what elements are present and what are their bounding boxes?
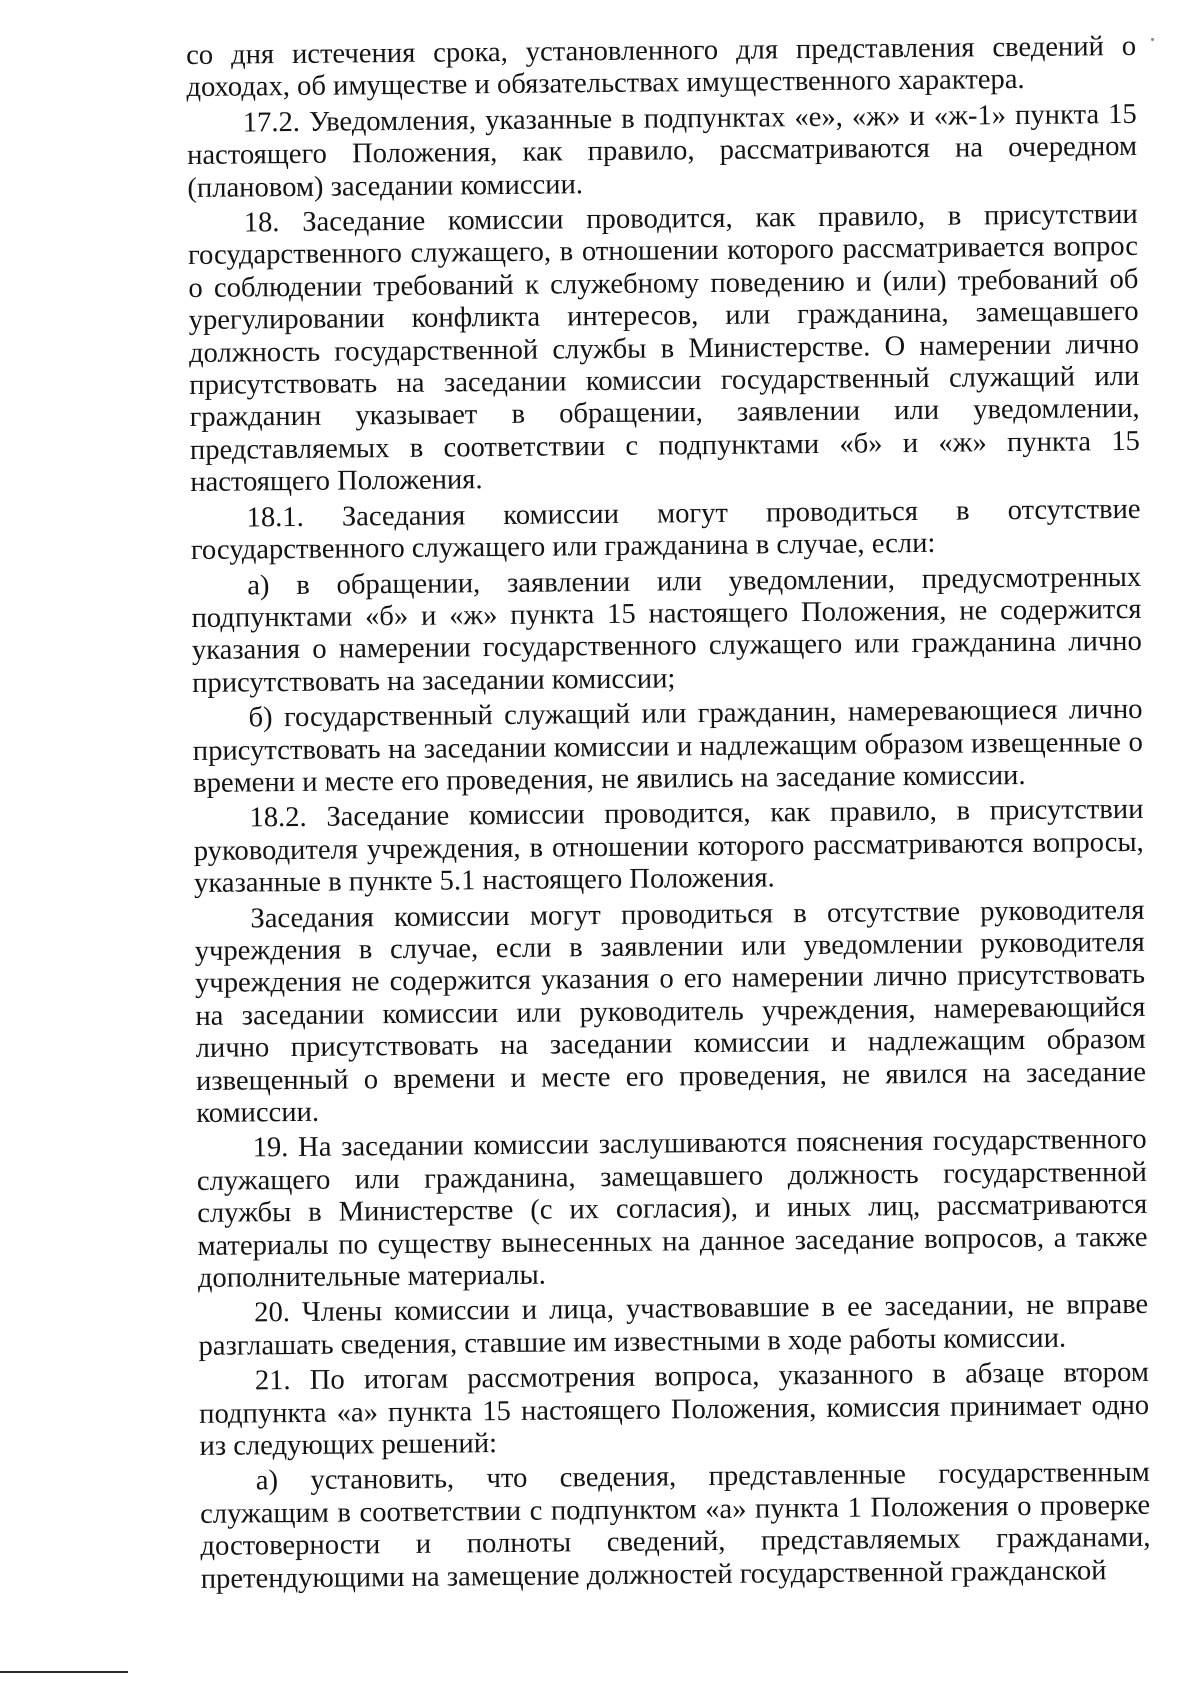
footnote-separator-line [0,1671,128,1673]
paragraph-18-1: 18.1. Заседания комиссии могут проводиться в отсутствие государственного служащего или гражданина в случае, если: [190,493,1141,567]
paragraph-18: 18. Заседание комиссии проводится, как правило, в присутствии государственного служащего, в отношении которого рассматривается вопрос о соблюдении требований к служебному поведению и (или) требований об урегулировании конфликта интересов, или гражданина, замещавшего должность государственной службы в Министерстве. О намерении лично присутствовать на заседании комиссии государственный служащий или гражданин указывает в обращении, заявлении или уведомлении, представляемых в соответствии с подпунктами «б» и «ж» пункта 15 настоящего Положения. [187,198,1141,499]
scan-speck [1151,38,1154,41]
document-body [186,31,1151,1599]
paragraph-20: 20. Члены комиссии и лица, участвовавшие в ее заседании, не вправе разглашать сведения, ставшие им известными в ходе работы комиссии. [198,1289,1149,1362]
paragraph-18-2: 18.2. Заседание комиссии проводится, как правило, в присутствии руководителя учреждения, в отношении которого рассматриваются вопросы, указанные в пункте 5.1 настоящего Положения. [193,794,1144,900]
paragraph-18-1-b: б) государственный служащий или гражданин, намеревающиеся лично присутствовать на заседании комиссии и надлежащим образом извещенные о времени и месте его проведения, не явились на заседание комиссии. [192,693,1143,799]
paragraph-21: 21. По итогам рассмотрения вопроса, указанного в абзаце втором подпункта «а» пункта 15 настоящего Положения, комиссия принимает одно из следующих решений: [199,1357,1150,1462]
paragraph-21-a: а) установить, что сведения, представленные государственным служащим в соответствии с подпунктом «а» пункта 1 Положения о проверке достоверности и полноты сведений, представляемых гражданами, претендующими на замещение должностей государственной гражданской [200,1457,1151,1595]
paragraph-17-2: 17.2. Уведомления, указанные в подпунктах «е», «ж» и «ж-1» пункта 15 настоящего Положения, как правило, рассматриваются на очередном (плановом) заседании комиссии. [186,98,1138,204]
paragraph-continuation: со дня истечения срока, установленного для представления сведений о доходах, об имуществе и обязательствах имущественного характера. [186,30,1137,104]
paragraph-18-1-a: а) в обращении, заявлении или уведомлении, предусмотренных подпунктами «б» и «ж» пункта 15 настоящего Положения, не содержится указания о намерении государственного служащего или гражданина лично присутствовать на заседании комиссии; [191,561,1142,699]
paragraph-18-2-continued: Заседания комиссии могут проводиться в отсутствие руководителя учреждения в случае, если в заявлении или уведомлении руководителя учреждения не содержится указания о его намерении лично присутствовать на заседании комиссии или руководитель учреждения, намеревающийся лично присутствовать на заседании комиссии и надлежащим образом извещенный о времени и месте его проведения, не явился на заседание комиссии. [194,894,1147,1129]
paragraph-19: 19. На заседании комиссии заслушиваются пояснения государственного служащего или гражданина, замещавшего должность государственной службы в Министерстве (с их согласия), и иных лиц, рассматриваются материалы по существу вынесенных на данное заседание вопросов, а также дополнительные материалы. [196,1124,1148,1294]
